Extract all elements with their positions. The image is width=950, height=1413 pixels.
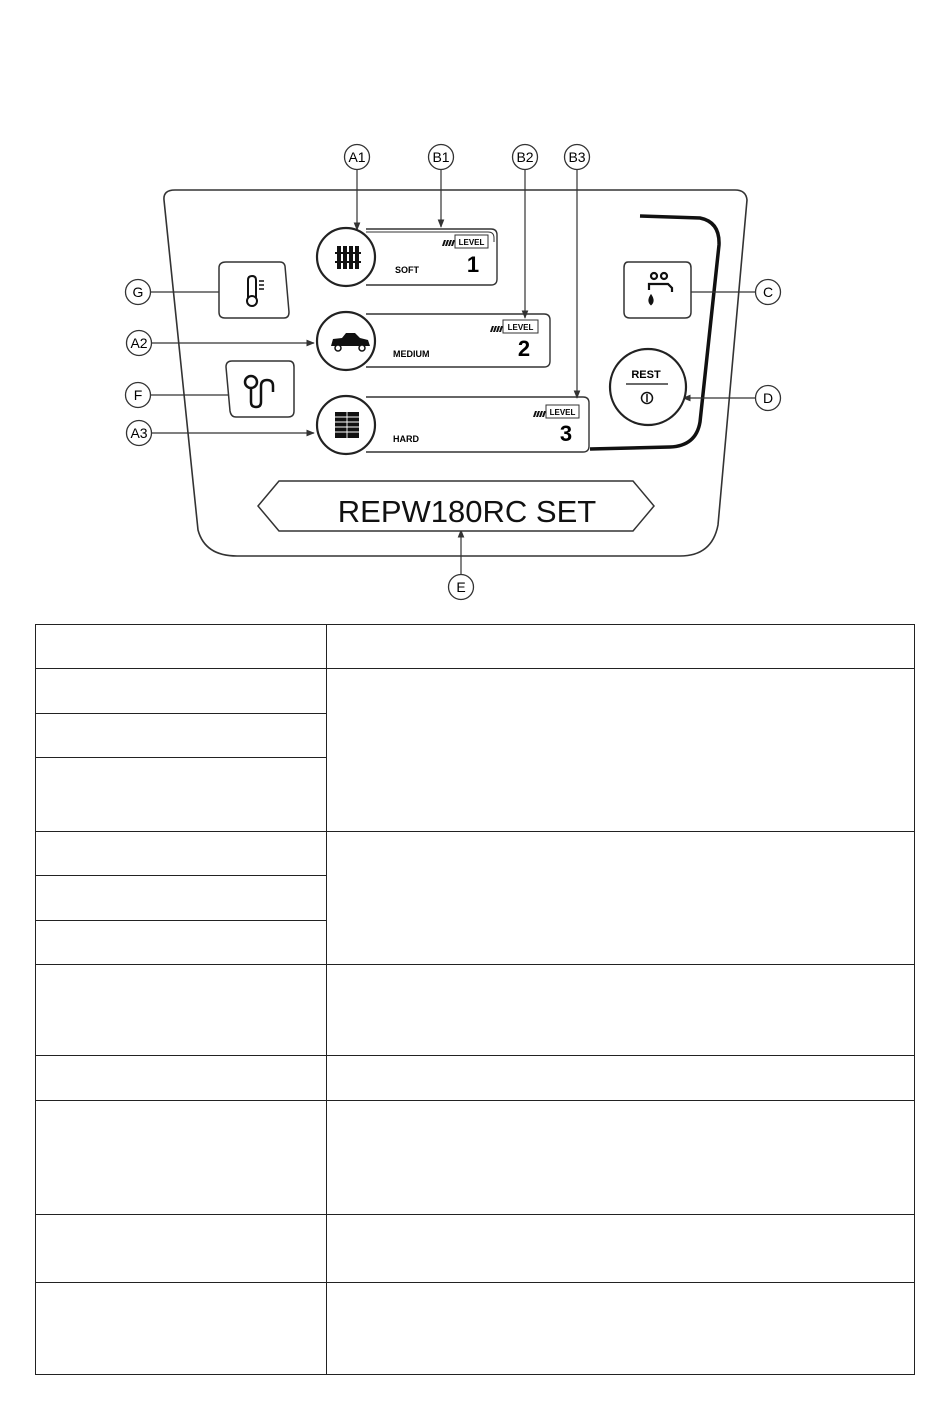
table-row [36,1101,915,1215]
level-label: LEVEL [507,323,534,332]
callout-a2 [127,331,152,356]
legend-table [35,624,915,1375]
table-cell [327,625,915,669]
table-cell [36,1215,327,1283]
svg-text:A2: A2 [130,335,148,351]
mode-label-soft: SOFT [395,265,419,275]
level-stripes-icon [533,411,546,417]
table-row [36,669,915,714]
table-cell [36,1056,327,1101]
button-f [226,361,294,417]
table-row [36,1215,915,1283]
temperature-button[interactable] [219,262,289,318]
table-cell [36,921,327,965]
svg-text:E: E [456,579,466,595]
control-panel-diagram [0,0,950,610]
level-number-2: 2 [517,336,531,361]
svg-text:C: C [762,284,774,300]
table-row [36,1283,915,1375]
table-row [36,965,915,1056]
callout-b3 [565,145,590,170]
table-row [36,832,915,876]
mode-soft-row [317,228,497,286]
level-label: LEVEL [549,408,576,417]
table-cell [327,669,915,832]
svg-text:F: F [133,387,143,403]
callout-e [449,575,474,600]
table-row [36,625,915,669]
mode-medium-row [317,312,550,370]
button-c [624,262,691,318]
model-label: REPW180RC SET [337,494,597,529]
reset-label: REST [631,369,661,381]
table-row [36,1056,915,1101]
callout-a1 [345,145,370,170]
svg-text:B3: B3 [568,149,586,165]
button-d [610,349,686,425]
callout-g [126,280,151,305]
model-nameplate [258,481,654,531]
button-g [219,262,289,318]
table-cell [36,1101,327,1215]
table-cell [36,1283,327,1375]
reset-power-button[interactable] [610,349,686,425]
level-stripes-icon [442,240,455,246]
svg-text:A3: A3 [130,425,148,441]
svg-text:B2: B2 [516,149,534,165]
table-cell [327,1101,915,1215]
level-number-1: 1 [466,252,480,277]
level-number-3: 3 [559,421,573,446]
water-tap-button[interactable] [624,262,691,318]
callout-f [126,383,151,408]
table-cell [36,758,327,832]
svg-text:B1: B1 [432,149,450,165]
mode-label-hard: HARD [393,434,419,444]
table-cell [36,669,327,714]
callout-b2 [513,145,538,170]
callout-d [756,386,781,411]
mode-label-medium: MEDIUM [393,349,430,359]
level-stripes-icon [490,326,503,332]
callout-b1 [429,145,454,170]
table-cell [327,1215,915,1283]
callout-c [756,280,781,305]
svg-text:G: G [132,284,144,300]
table-cell [327,832,915,965]
table-cell [36,876,327,921]
table-cell [36,965,327,1056]
table-cell [36,625,327,669]
callout-a3 [127,421,152,446]
svg-text:D: D [762,390,774,406]
table-cell [36,714,327,758]
table-cell [327,1056,915,1101]
svg-text:A1: A1 [348,149,366,165]
brick-block-icon [335,412,359,438]
table-cell [327,965,915,1056]
table-cell [327,1283,915,1375]
level-label: LEVEL [458,238,485,247]
mode-hard-row [317,396,589,454]
table-cell [36,832,327,876]
